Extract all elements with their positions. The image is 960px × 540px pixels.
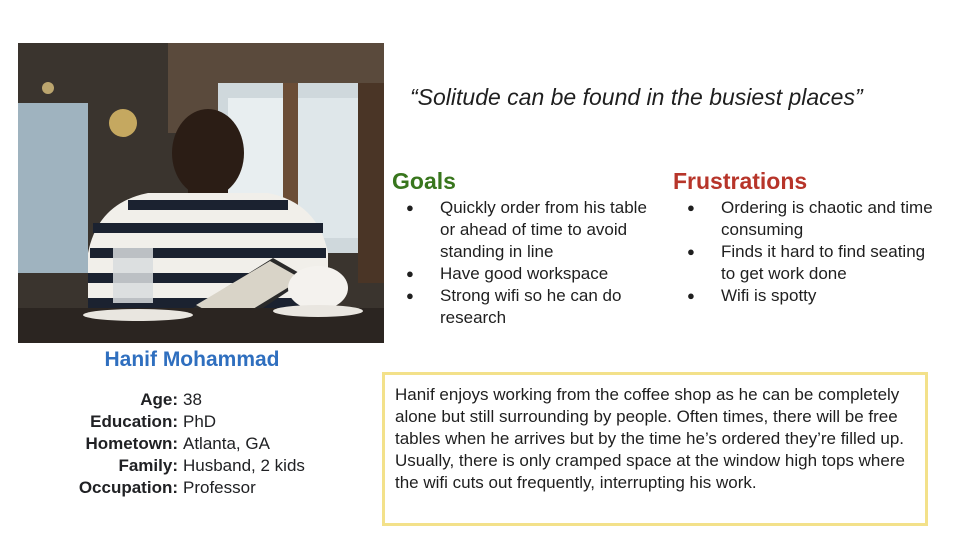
fact-value: Atlanta, GA bbox=[183, 434, 270, 453]
persona-name: Hanif Mohammad bbox=[104, 348, 280, 371]
frustration-item: ● Finds it hard to find seating to get work done bbox=[687, 242, 926, 283]
goals-list bbox=[392, 197, 662, 329]
bullet-icon: ● bbox=[406, 288, 414, 303]
fact-value: 38 bbox=[183, 390, 202, 409]
frustrations-heading: Frustrations bbox=[673, 168, 808, 194]
frustrations-list bbox=[673, 197, 938, 307]
fact-label: Family: bbox=[118, 456, 178, 475]
frustration-item: ● Wifi is spotty bbox=[687, 286, 817, 305]
bullet-icon: ● bbox=[687, 244, 695, 259]
fact-hometown bbox=[18, 433, 368, 455]
bullet-icon: ● bbox=[687, 200, 695, 215]
persona-quote: “Solitude can be found in the busiest places” bbox=[410, 84, 863, 110]
persona-bio: Hanif enjoys working from the coffee shop as he can be completely alone but still surrounding by people. Often times, there will be free tables when he arrives but by the time he’s ordered they’re filled up. Usually, there is only cramped space at the window high tops where the wifi cuts out frequently, interrupting his work. bbox=[382, 372, 928, 526]
persona-photo-illustration bbox=[18, 43, 384, 343]
fact-value: PhD bbox=[183, 412, 217, 431]
persona-facts bbox=[18, 389, 368, 499]
fact-occupation bbox=[18, 477, 368, 499]
persona-photo bbox=[18, 43, 384, 343]
fact-education bbox=[18, 411, 368, 433]
frustration-item: ● Ordering is chaotic and time consuming bbox=[687, 198, 933, 239]
fact-value: Professor bbox=[183, 478, 256, 497]
fact-family bbox=[18, 455, 368, 477]
fact-label: Age: bbox=[140, 390, 178, 409]
bullet-icon: ● bbox=[406, 200, 414, 215]
fact-label: Occupation: bbox=[78, 478, 178, 497]
goal-item: ● Quickly order from his table or ahead of time to avoid standing in line bbox=[406, 198, 647, 261]
goals-heading: Goals bbox=[392, 168, 456, 194]
fact-value: Husband, 2 kids bbox=[183, 456, 305, 475]
fact-age bbox=[18, 389, 368, 411]
bullet-icon: ● bbox=[687, 288, 695, 303]
goal-item: ● Strong wifi so he can do research bbox=[406, 286, 622, 327]
fact-label: Education: bbox=[90, 412, 178, 431]
bullet-icon: ● bbox=[406, 266, 414, 281]
goal-item: ● Have good workspace bbox=[406, 264, 609, 283]
fact-label: Hometown: bbox=[85, 434, 178, 453]
